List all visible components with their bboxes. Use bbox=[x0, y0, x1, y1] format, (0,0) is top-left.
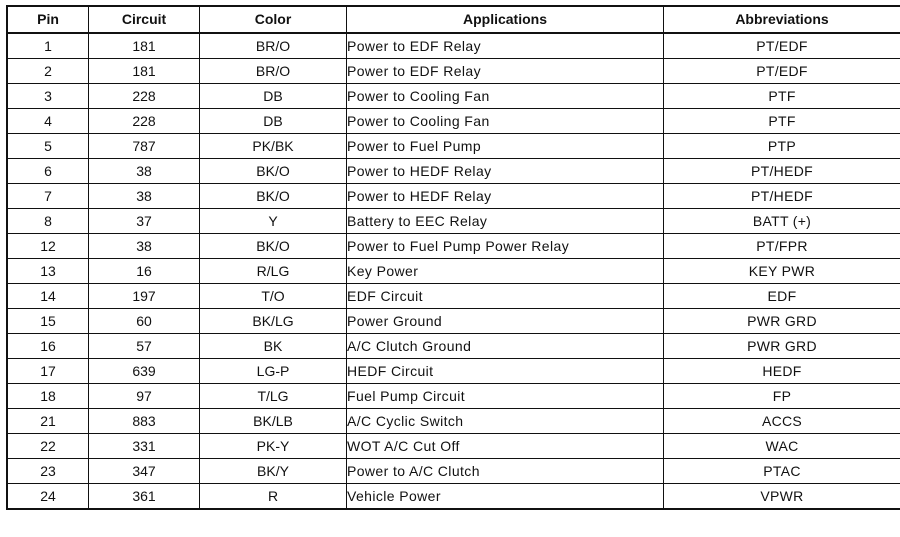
cell-application: Power to Cooling Fan bbox=[347, 109, 664, 134]
cell-application: HEDF Circuit bbox=[347, 359, 664, 384]
cell-pin: 13 bbox=[7, 259, 89, 284]
cell-pin: 16 bbox=[7, 334, 89, 359]
table-row bbox=[7, 109, 900, 134]
table-row bbox=[7, 184, 900, 209]
cell-application: Fuel Pump Circuit bbox=[347, 384, 664, 409]
cell-circuit: 97 bbox=[89, 384, 200, 409]
cell-abbreviation: KEY PWR bbox=[664, 259, 900, 284]
cell-circuit: 787 bbox=[89, 134, 200, 159]
cell-pin: 14 bbox=[7, 284, 89, 309]
cell-application: Power to A/C Clutch bbox=[347, 459, 664, 484]
cell-abbreviation: PWR GRD bbox=[664, 334, 900, 359]
cell-pin: 22 bbox=[7, 434, 89, 459]
table-row bbox=[7, 309, 900, 334]
cell-abbreviation: BATT (+) bbox=[664, 209, 900, 234]
cell-color: T/O bbox=[200, 284, 347, 309]
cell-circuit: 228 bbox=[89, 109, 200, 134]
cell-abbreviation: PT/EDF bbox=[664, 59, 900, 84]
cell-circuit: 228 bbox=[89, 84, 200, 109]
cell-color: LG-P bbox=[200, 359, 347, 384]
table-row bbox=[7, 384, 900, 409]
table-row bbox=[7, 134, 900, 159]
cell-pin: 2 bbox=[7, 59, 89, 84]
cell-color: BK/O bbox=[200, 159, 347, 184]
pinout-document bbox=[6, 5, 894, 532]
cell-circuit: 639 bbox=[89, 359, 200, 384]
cell-application: Power to HEDF Relay bbox=[347, 184, 664, 209]
cell-application: Power to EDF Relay bbox=[347, 59, 664, 84]
cell-pin: 23 bbox=[7, 459, 89, 484]
table-row bbox=[7, 159, 900, 184]
cell-circuit: 197 bbox=[89, 284, 200, 309]
cell-pin: 3 bbox=[7, 84, 89, 109]
cell-pin: 24 bbox=[7, 484, 89, 510]
cell-abbreviation: PT/HEDF bbox=[664, 184, 900, 209]
cell-color: R bbox=[200, 484, 347, 510]
cell-application: Power to EDF Relay bbox=[347, 33, 664, 59]
cell-abbreviation: FP bbox=[664, 384, 900, 409]
cell-color: T/LG bbox=[200, 384, 347, 409]
table-row bbox=[7, 484, 900, 510]
cell-color: BR/O bbox=[200, 33, 347, 59]
cell-color: PK-Y bbox=[200, 434, 347, 459]
cell-pin: 1 bbox=[7, 33, 89, 59]
cell-color: BK/LB bbox=[200, 409, 347, 434]
cell-abbreviation: VPWR bbox=[664, 484, 900, 510]
cell-abbreviation: PTAC bbox=[664, 459, 900, 484]
cell-circuit: 38 bbox=[89, 234, 200, 259]
cell-circuit: 38 bbox=[89, 184, 200, 209]
table-header-row bbox=[7, 6, 900, 33]
cell-abbreviation: PT/FPR bbox=[664, 234, 900, 259]
table-row bbox=[7, 59, 900, 84]
cell-application: Power to Fuel Pump Power Relay bbox=[347, 234, 664, 259]
cell-application: Power to HEDF Relay bbox=[347, 159, 664, 184]
cell-color: Y bbox=[200, 209, 347, 234]
cell-application: A/C Clutch Ground bbox=[347, 334, 664, 359]
cell-circuit: 16 bbox=[89, 259, 200, 284]
cell-circuit: 181 bbox=[89, 33, 200, 59]
cell-circuit: 60 bbox=[89, 309, 200, 334]
table-row bbox=[7, 84, 900, 109]
table-row bbox=[7, 259, 900, 284]
cell-pin: 21 bbox=[7, 409, 89, 434]
cell-circuit: 38 bbox=[89, 159, 200, 184]
cell-application: EDF Circuit bbox=[347, 284, 664, 309]
cell-application: WOT A/C Cut Off bbox=[347, 434, 664, 459]
cell-circuit: 331 bbox=[89, 434, 200, 459]
cell-abbreviation: PTF bbox=[664, 84, 900, 109]
header-circuit: Circuit bbox=[89, 6, 200, 33]
cell-application: Vehicle Power bbox=[347, 484, 664, 510]
header-applications: Applications bbox=[347, 6, 664, 33]
cell-pin: 17 bbox=[7, 359, 89, 384]
cell-pin: 4 bbox=[7, 109, 89, 134]
cell-application: A/C Cyclic Switch bbox=[347, 409, 664, 434]
cell-pin: 15 bbox=[7, 309, 89, 334]
cell-circuit: 361 bbox=[89, 484, 200, 510]
cell-pin: 5 bbox=[7, 134, 89, 159]
cell-circuit: 883 bbox=[89, 409, 200, 434]
table-row bbox=[7, 284, 900, 309]
table-row bbox=[7, 33, 900, 59]
table-row bbox=[7, 334, 900, 359]
cell-color: BK/O bbox=[200, 184, 347, 209]
cell-pin: 12 bbox=[7, 234, 89, 259]
cell-application: Power Ground bbox=[347, 309, 664, 334]
cell-pin: 6 bbox=[7, 159, 89, 184]
cell-application: Power to Fuel Pump bbox=[347, 134, 664, 159]
table-row bbox=[7, 409, 900, 434]
table-row bbox=[7, 209, 900, 234]
header-pin: Pin bbox=[7, 6, 89, 33]
table-row bbox=[7, 459, 900, 484]
table-row bbox=[7, 434, 900, 459]
cell-color: BK/Y bbox=[200, 459, 347, 484]
cell-color: PK/BK bbox=[200, 134, 347, 159]
cell-abbreviation: PTP bbox=[664, 134, 900, 159]
cell-application: Power to Cooling Fan bbox=[347, 84, 664, 109]
cell-pin: 8 bbox=[7, 209, 89, 234]
cell-color: R/LG bbox=[200, 259, 347, 284]
pinout-table bbox=[6, 5, 900, 510]
cell-color: BK/LG bbox=[200, 309, 347, 334]
cell-color: BR/O bbox=[200, 59, 347, 84]
cell-application: Key Power bbox=[347, 259, 664, 284]
cell-color: DB bbox=[200, 84, 347, 109]
cell-abbreviation: PTF bbox=[664, 109, 900, 134]
cell-color: BK bbox=[200, 334, 347, 359]
cell-application: Battery to EEC Relay bbox=[347, 209, 664, 234]
table-body bbox=[7, 33, 900, 509]
cell-circuit: 37 bbox=[89, 209, 200, 234]
cell-abbreviation: PWR GRD bbox=[664, 309, 900, 334]
header-color: Color bbox=[200, 6, 347, 33]
cell-pin: 7 bbox=[7, 184, 89, 209]
table-row bbox=[7, 359, 900, 384]
cell-abbreviation: PT/EDF bbox=[664, 33, 900, 59]
table-row bbox=[7, 234, 900, 259]
cell-circuit: 57 bbox=[89, 334, 200, 359]
cell-abbreviation: WAC bbox=[664, 434, 900, 459]
cell-abbreviation: HEDF bbox=[664, 359, 900, 384]
cell-pin: 18 bbox=[7, 384, 89, 409]
cell-circuit: 181 bbox=[89, 59, 200, 84]
cell-circuit: 347 bbox=[89, 459, 200, 484]
cell-abbreviation: EDF bbox=[664, 284, 900, 309]
cell-abbreviation: ACCS bbox=[664, 409, 900, 434]
cell-color: DB bbox=[200, 109, 347, 134]
header-abbreviations: Abbreviations bbox=[664, 6, 900, 33]
cell-abbreviation: PT/HEDF bbox=[664, 159, 900, 184]
cell-color: BK/O bbox=[200, 234, 347, 259]
